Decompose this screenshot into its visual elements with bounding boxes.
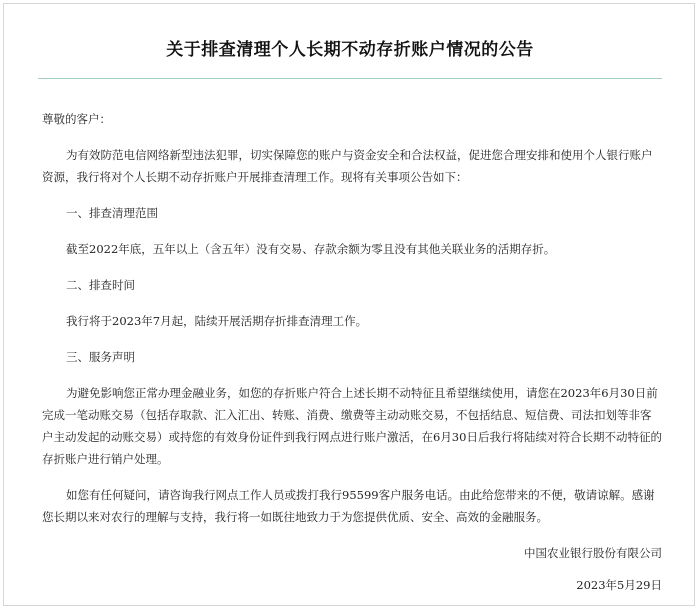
closing-paragraph: 如您有任何疑问，请咨询我行网点工作人员或拨打我行95599客户服务电话。由此给您带来的不便，敬请谅解。感谢您长期以来对农行的理解与支持，我行将一如既往地致力于为您提供优质、安全、高效的金融服务。 [42,488,655,524]
section-2-body: 我行将于2023年7月起，陆续开展活期存折排查清理工作。 [66,314,368,328]
section-1-body: 截至2022年底，五年以上（含五年）没有交易、存款余额为零且没有其他关联业务的活期存折。 [66,242,556,256]
title-divider [38,78,662,79]
section-3-heading: 三、服务声明 [66,350,135,364]
section-3-body: 为避免影响您正常办理金融业务，如您的存折账户符合上述长期不动特征且希望继续使用，请您在2023年6月30日前完成一笔动账交易（包括存取款、汇入汇出、转账、消费、缴费等主动动账交易，不包括结息、短信费、司法扣划等非客户主动发起的动账交易）或持您的有效身份证件到我行网点进行账户激活，在6月30日后我行将陆续对符合长期不动特征的存折账户进行销户处理。 [42,386,662,466]
signature-org: 中国农业银行股份有限公司 [524,546,662,560]
announcement-body [42,108,662,596]
section-2-heading: 二、排查时间 [66,278,135,292]
section-1-heading: 一、排查清理范围 [66,206,158,220]
greeting: 尊敬的客户： [42,112,111,126]
intro-paragraph: 为有效防范电信网络新型违法犯罪，切实保障您的账户与资金安全和合法权益，促进您合理安排和使用个人银行账户资源，我行将对个人长期不动存折账户开展排查清理工作。现将有关事项公告如下： [42,148,653,184]
signature-date: 2023年5月29日 [576,578,662,592]
page-title: 关于排查清理个人长期不动存折账户情况的公告 [166,40,534,60]
